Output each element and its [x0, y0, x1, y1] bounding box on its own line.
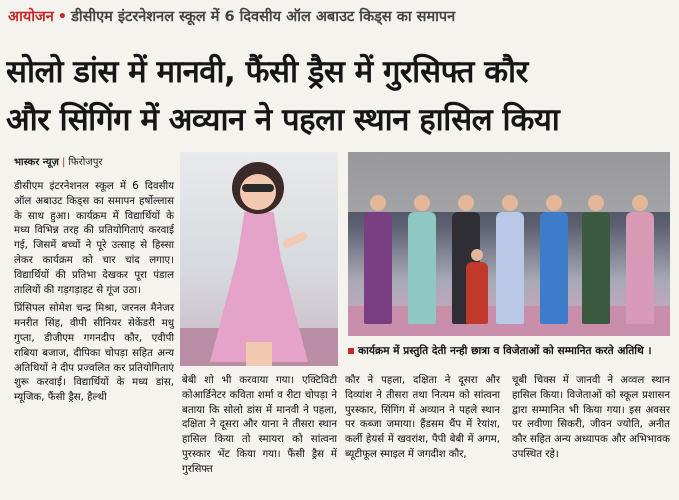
- article-paragraph: चूबी चिक्स में जानवी ने अव्वल स्थान हासिल किया। विजेताओं को स्कूल प्रशासन द्वारा सम्मानित भी किया गया। इस अवसर पर लवीणा सिकरी, जीवन ज्योति, अनीत कौर सहित अन्य अध्यापक और अभिभावक उपस्थित रहे।: [512, 375, 670, 460]
- person-figure: [582, 195, 610, 324]
- person-figure: [626, 195, 654, 324]
- legs-shape: [246, 342, 272, 366]
- byline-source: भास्कर न्यूज़: [14, 157, 59, 168]
- article-paragraph: कौर ने पहला, दक्षिता ने दूसरा और दिव्यांश ने तीसरा तथा नित्यम को सांत्वना पुरस्कार, सिंगिंग में अव्यान ने पहले स्थान पर कब्जा जमाया। हैंडसम चैंप में रेयांश, कर्ली हेयर्स में खवरांश, पैपी बेबी में अगम, ब्यूटीफूल स्माइल में जगदीश कौर,: [345, 375, 500, 460]
- award-photo: [348, 152, 670, 336]
- dress-shape: [210, 212, 308, 362]
- byline: [14, 154, 174, 170]
- article-paragraph: प्रिंसिपल सोमेश चन्द्र मिश्रा, जरनल मैनेजर मनरीत सिंह, वीपी सीनियर सेकेंडरी मधु गुप्ता, डीजीएम गगनदीप कौर, एवीपी राबिया बजाज, दीपिका चोपड़ा सहित अन्य अतिथियों ने दीप प्रज्वलित कर प्रतियोगिताएं शुरू करवाई। विद्यार्थियों के मध्य डांस, म्यूजिक, फैंसी ड्रैस, हैल्थी: [14, 303, 174, 404]
- face-shape: [240, 174, 276, 210]
- person-figure: [496, 195, 524, 324]
- kicker-text: डीसीएम इंटरनेशनल स्कूल में 6 दिवसीय ऑल अबाउट किड्स का समापन: [71, 9, 456, 25]
- bullet-icon: •: [57, 9, 68, 25]
- caption-marker-icon: [348, 348, 354, 354]
- child-figure: [466, 249, 488, 324]
- byline-location: फिरोजपुर: [68, 157, 103, 168]
- headline-line-2: और सिंगिंग में अव्यान ने पहला स्थान हासिल किया: [6, 102, 560, 138]
- photo-caption: [348, 340, 670, 362]
- article-column-3: [345, 374, 500, 463]
- kicker-line: [8, 6, 673, 28]
- article-column-4: [512, 374, 670, 463]
- arm-shape: [282, 231, 309, 249]
- person-figure: [364, 195, 392, 324]
- headline-line-1: सोलो डांस में मानवी, फैंसी ड्रैस में गुरसिफ्त कौर: [6, 54, 528, 90]
- headline: [6, 48, 674, 144]
- dancer-photo: [180, 152, 338, 366]
- byline-separator: |: [61, 157, 66, 168]
- article-column-1: [14, 180, 174, 406]
- photo-caption-text: कार्यक्रम में प्रस्तुति देती नन्ही छात्रा व विजेताओं को सम्मानित करते अतिथि ।: [358, 345, 652, 357]
- article-paragraph: डीसीएम इंटरनेशनल स्कूल में 6 दिवसीय ऑल अबाउट किड्स का समापन हर्षोल्लास के साथ हुआ। कार्यक्रम में विद्यार्थियों के मध्य विभिन्न तरह की प्रतियोगिताएं करवाई गई, जिसमें बच्चों ने पूरे उत्साह से हिस्सा लेकर कार्यक्रम को चार चांद लगाए। विद्यार्थियों की प्रतिभा देखकर पूरा पंडाल तालियों की गड़गड़ाहट से गूंज उठा।: [14, 181, 174, 296]
- kicker-tag: आयोजन: [8, 9, 54, 25]
- sunglasses-shape: [242, 184, 274, 192]
- person-figure: [408, 195, 436, 324]
- person-figure: [540, 195, 568, 324]
- article-paragraph: बेबी शो भी करवाया गया। एक्टिविटी कोआर्डिनेटर कविता शर्मा व रीटा चोपड़ा ने बताया कि सोलो डांस में मानवी ने पहला, दक्षिता ने दूसरा और याना ने तीसरा स्थान हासिल किया तो स्मायरा को सांत्वना पुरस्कार भेंट किया गया। फैंसी ड्रैस में गुरसिफ्त: [182, 375, 337, 475]
- article-column-2: [182, 374, 337, 478]
